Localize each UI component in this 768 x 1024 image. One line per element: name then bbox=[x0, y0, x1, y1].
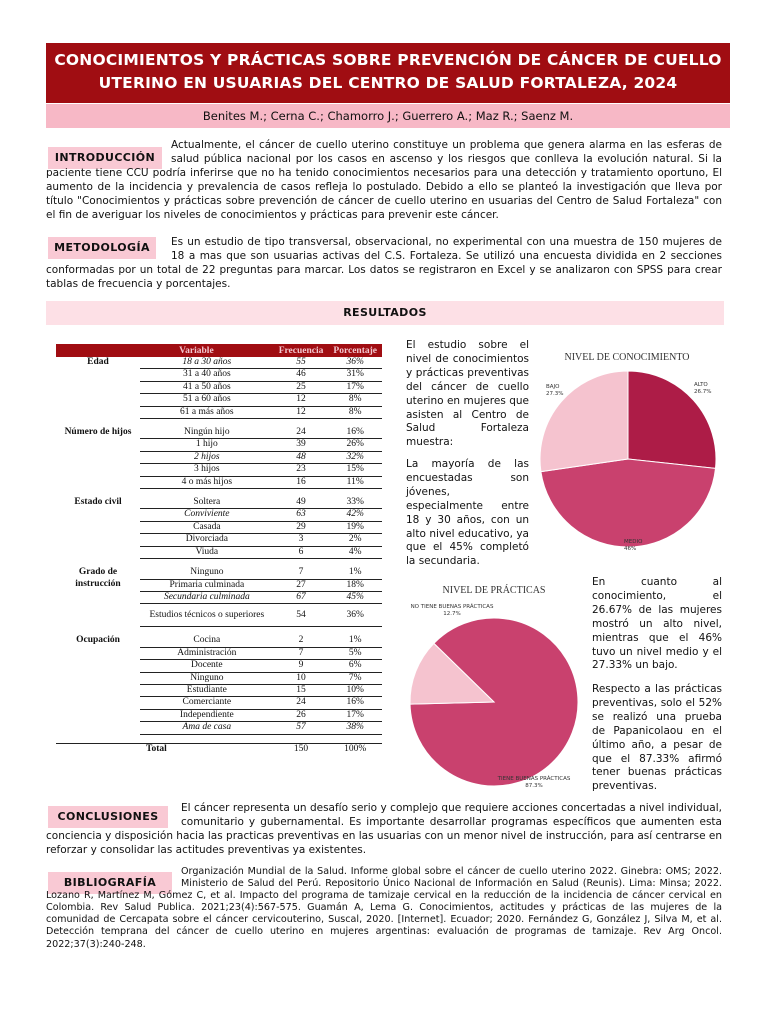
row-percentage: 1% bbox=[328, 567, 382, 579]
knowledge-intro: El estudio sobre el nivel de conocimientos y prácticas preventivas del cáncer de cuello uterino en mujeres que asisten al Centro de Salud Fortaleza muestra: bbox=[406, 339, 529, 449]
row-label: Docente bbox=[140, 660, 274, 672]
row-percentage: 7% bbox=[328, 672, 382, 684]
row-frequency: 6 bbox=[274, 546, 329, 558]
header-variable: Variable bbox=[56, 344, 274, 357]
pie-value-label: 87.3% bbox=[525, 783, 543, 789]
row-label: 31 a 40 años bbox=[140, 369, 274, 381]
row-label: Independiente bbox=[140, 709, 274, 721]
row-frequency: 16 bbox=[274, 476, 329, 488]
chart2-slices bbox=[410, 618, 578, 786]
row-frequency: 15 bbox=[274, 684, 329, 696]
method-paragraph bbox=[46, 236, 722, 292]
knowledge-detail: La mayoría de las encuestadas son jóvenes, especialmente entre 18 y 30 años, con un alto nivel educativo, ya que el 45% completó la secundaria. bbox=[406, 458, 529, 568]
row-frequency: 2 bbox=[274, 635, 329, 647]
row-frequency: 12 bbox=[274, 406, 329, 418]
row-frequency: 46 bbox=[274, 369, 329, 381]
row-percentage: 11% bbox=[328, 476, 382, 488]
row-label: 61 a más años bbox=[140, 406, 274, 418]
row-frequency: 67 bbox=[274, 591, 329, 603]
row-percentage: 5% bbox=[328, 647, 382, 659]
table-row bbox=[56, 567, 382, 579]
row-frequency: 7 bbox=[274, 647, 329, 659]
knowledge-result: En cuanto al conocimiento, el 26.67% de las mujeres mostró un alto nivel, mientras que el 46% tuvo un nivel medio y el 27.33% un bajo. bbox=[592, 576, 722, 672]
row-label: 4 o más hijos bbox=[140, 476, 274, 488]
row-label: Administración bbox=[140, 647, 274, 659]
row-label: Ama de casa bbox=[140, 722, 274, 734]
row-label: 3 hijos bbox=[140, 464, 274, 476]
row-percentage: 17% bbox=[328, 381, 382, 393]
row-label: Primaria culminada bbox=[140, 579, 274, 591]
row-frequency: 49 bbox=[274, 497, 329, 509]
row-percentage: 16% bbox=[328, 427, 382, 439]
row-percentage: 38% bbox=[328, 722, 382, 734]
knowledge-pie-chart bbox=[534, 338, 734, 558]
pie-value-label: 12.7% bbox=[443, 611, 461, 617]
row-label: Estudios técnicos o superiores bbox=[140, 604, 274, 627]
row-percentage: 42% bbox=[328, 509, 382, 521]
row-frequency: 10 bbox=[274, 672, 329, 684]
row-label: Casada bbox=[140, 521, 274, 533]
pie-label: NO TIENE BUENAS PRÁCTICAS bbox=[410, 604, 494, 610]
pie-label: MEDIO bbox=[624, 539, 643, 545]
row-label: Ningún hijo bbox=[140, 427, 274, 439]
row-frequency: 54 bbox=[274, 604, 329, 627]
row-label: Ninguno bbox=[140, 672, 274, 684]
method-label: METODOLOGÍA bbox=[48, 237, 156, 259]
row-percentage: 18% bbox=[328, 579, 382, 591]
row-frequency: 55 bbox=[274, 357, 329, 369]
row-percentage: 31% bbox=[328, 369, 382, 381]
row-label: 1 hijo bbox=[140, 439, 274, 451]
row-percentage: 45% bbox=[328, 591, 382, 603]
row-label: Cocina bbox=[140, 635, 274, 647]
pie-value-label: 26.7% bbox=[694, 389, 712, 395]
table-row bbox=[56, 497, 382, 509]
total-frequency: 150 bbox=[274, 743, 329, 755]
group-label: Grado de instrucción bbox=[75, 567, 121, 589]
results-bar bbox=[46, 301, 724, 325]
row-percentage: 15% bbox=[328, 464, 382, 476]
row-frequency: 9 bbox=[274, 660, 329, 672]
row-frequency: 23 bbox=[274, 464, 329, 476]
row-percentage: 26% bbox=[328, 439, 382, 451]
pie-slice-medio bbox=[541, 459, 716, 547]
row-frequency: 24 bbox=[274, 427, 329, 439]
row-frequency: 7 bbox=[274, 567, 329, 579]
table-row bbox=[56, 635, 382, 647]
table-row bbox=[56, 357, 382, 369]
title-line-2: UTERINO EN USUARIAS DEL CENTRO DE SALUD FORTALEZA, 2024 bbox=[98, 74, 678, 92]
intro-paragraph bbox=[46, 139, 722, 222]
table-body bbox=[56, 357, 382, 755]
row-percentage: 33% bbox=[328, 497, 382, 509]
chart1-title: NIVEL DE CONOCIMIENTO bbox=[564, 352, 690, 363]
row-percentage: 36% bbox=[328, 604, 382, 627]
pie-value-label: 27.3% bbox=[546, 391, 564, 397]
total-percentage: 100% bbox=[328, 743, 382, 755]
pie-value-label: 46% bbox=[624, 546, 637, 552]
practices-pie-chart bbox=[402, 578, 592, 798]
row-label: Viuda bbox=[140, 546, 274, 558]
chart1-slices bbox=[540, 371, 716, 547]
row-label: Conviviente bbox=[140, 509, 274, 521]
group-label: Edad bbox=[87, 357, 109, 367]
row-label: Soltera bbox=[140, 497, 274, 509]
row-frequency: 57 bbox=[274, 722, 329, 734]
row-label: Ninguno bbox=[140, 567, 274, 579]
pie-label: BAJO bbox=[546, 384, 560, 390]
row-percentage: 4% bbox=[328, 546, 382, 558]
conclusions-text: El cáncer representa un desafío serio y complejo que requiere acciones concertadas a nivel individual, comunitario y gubernamental. Es importante desarrollar programas específicos que aumenten esta conciencia y disposición hacia las practicas preventivas en las usuarias con un menor nivel de instrucción, para así centrarse en reforzar y consolidar las actitudes preventivas ya existentes. bbox=[46, 802, 722, 856]
poster-title bbox=[46, 43, 730, 103]
conclusions-paragraph bbox=[46, 802, 722, 858]
row-percentage: 19% bbox=[328, 521, 382, 533]
row-label: Divorciada bbox=[140, 534, 274, 546]
row-frequency: 27 bbox=[274, 579, 329, 591]
row-percentage: 16% bbox=[328, 697, 382, 709]
row-label: 18 a 30 años bbox=[140, 357, 274, 369]
practice-result: Respecto a las prácticas preventivas, solo el 52% se realizó una prueba de Papanicolaou en el último año, a pesar de que el 87.33% afirmó tener buenas prácticas preventivas. bbox=[592, 683, 722, 793]
table-row bbox=[56, 427, 382, 439]
table-header bbox=[56, 344, 382, 357]
intro-label: INTRODUCCIÓN bbox=[48, 147, 162, 169]
biblio-paragraph bbox=[46, 866, 722, 951]
row-label: 41 a 50 años bbox=[140, 381, 274, 393]
title-line-1: CONOCIMIENTOS Y PRÁCTICAS SOBRE PREVENCIÓN DE CÁNCER DE CUELLO bbox=[54, 51, 722, 69]
method-text: Es un estudio de tipo transversal, observacional, no experimental con una muestra de 150 mujeres de 18 a mas que son usuarias activas del C.S. Fortaleza. Se utilizó una encuesta dividida en 2 secciones conformadas por un total de 22 preguntas para marcar. Los datos se registraron en Excel y se analizaron con SPSS para crear tablas de frecuencia y porcentajes. bbox=[46, 236, 722, 290]
total-row bbox=[56, 743, 382, 755]
row-percentage: 2% bbox=[328, 534, 382, 546]
row-frequency: 63 bbox=[274, 509, 329, 521]
chart2-title: NIVEL DE PRÁCTICAS bbox=[442, 585, 546, 596]
demographics-table bbox=[56, 344, 382, 755]
row-percentage: 6% bbox=[328, 660, 382, 672]
group-label: Número de hijos bbox=[64, 427, 132, 438]
intro-text: Actualmente, el cáncer de cuello uterino constituye un problema que genera alarma en las esferas de salud pública nacional por los casos en ascenso y los riesgos que conlleva la evolución natural. Si la paciente tiene CCU podría inferirse que no ha tenido conocimientos necesarios para una detección y tratamiento oportuno, El aumento de la incidencia y prevalencia de casos refleja lo postulado. Debido a ello se planteó la investigación que lleva por título "Conocimientos y prácticas sobre prevención de cáncer de cuello uterino en usuarias del Centro de Salud Fortaleza" con el fin de averiguar los niveles de conocimientos y prácticas para prevenir este cáncer. bbox=[46, 139, 722, 221]
row-label: 2 hijos bbox=[140, 451, 274, 463]
pie-label: TIENE BUENAS PRÁCTICAS bbox=[497, 776, 571, 782]
row-label: Estudiante bbox=[140, 684, 274, 696]
row-percentage: 36% bbox=[328, 357, 382, 369]
row-frequency: 29 bbox=[274, 521, 329, 533]
row-frequency: 39 bbox=[274, 439, 329, 451]
conclusions-label: CONCLUSIONES bbox=[48, 806, 168, 828]
authors-bar bbox=[46, 104, 730, 128]
row-percentage: 1% bbox=[328, 635, 382, 647]
row-frequency: 48 bbox=[274, 451, 329, 463]
pie-label: ALTO bbox=[694, 382, 708, 388]
header-frecuencia: Frecuencia bbox=[274, 344, 329, 357]
row-frequency: 26 bbox=[274, 709, 329, 721]
group-label: Estado civil bbox=[74, 497, 122, 508]
row-frequency: 3 bbox=[274, 534, 329, 546]
row-percentage: 8% bbox=[328, 406, 382, 418]
row-percentage: 8% bbox=[328, 394, 382, 406]
row-percentage: 32% bbox=[328, 451, 382, 463]
biblio-label: BIBLIOGRAFÍA bbox=[48, 872, 172, 894]
biblio-text: Organización Mundial de la Salud. Informe global sobre el cáncer de cuello uterino 2022. Ginebra: OMS; 2022. Ministerio de Salud del Perú. Repositorio Único Nacional de Información en Salud (Reunis). Lima: Minsa; 2022. Lozano R, Martínez M, Gómez C, et al. Impacto del programa de tamizaje cervical en la reducción de la incidencia de cáncer cervical en Colombia. Rev Salud Publica. 2021;23(4):567-575. Guamán A, Lema G. Conocimientos, actitudes y prácticas de las mujeres de la comunidad de Cercapata sobre el cáncer cervicouterino, Suscal, 2020. [Internet]. Ecuador; 2020. Fernández G, González J, Silva M, et al. Detección temprana del cáncer de cuello uterino en mujeres argentinas: evaluación de programas de tamizaje. Rev Arg Oncol. 2022;37(3):240-248. bbox=[46, 866, 722, 950]
total-label: Total bbox=[56, 743, 274, 755]
row-label: Comerciante bbox=[140, 697, 274, 709]
results-label: RESULTADOS bbox=[343, 306, 427, 319]
row-frequency: 12 bbox=[274, 394, 329, 406]
authors: Benites M.; Cerna C.; Chamorro J.; Guerrero A.; Maz R.; Saenz M. bbox=[202, 109, 574, 123]
row-frequency: 24 bbox=[274, 697, 329, 709]
row-frequency: 25 bbox=[274, 381, 329, 393]
row-percentage: 10% bbox=[328, 684, 382, 696]
row-label: 51 a 60 años bbox=[140, 394, 274, 406]
row-percentage: 17% bbox=[328, 709, 382, 721]
row-label: Secundaria culminada bbox=[140, 591, 274, 603]
group-label: Ocupación bbox=[76, 635, 120, 646]
header-porcentaje: Porcentaje bbox=[328, 344, 382, 357]
